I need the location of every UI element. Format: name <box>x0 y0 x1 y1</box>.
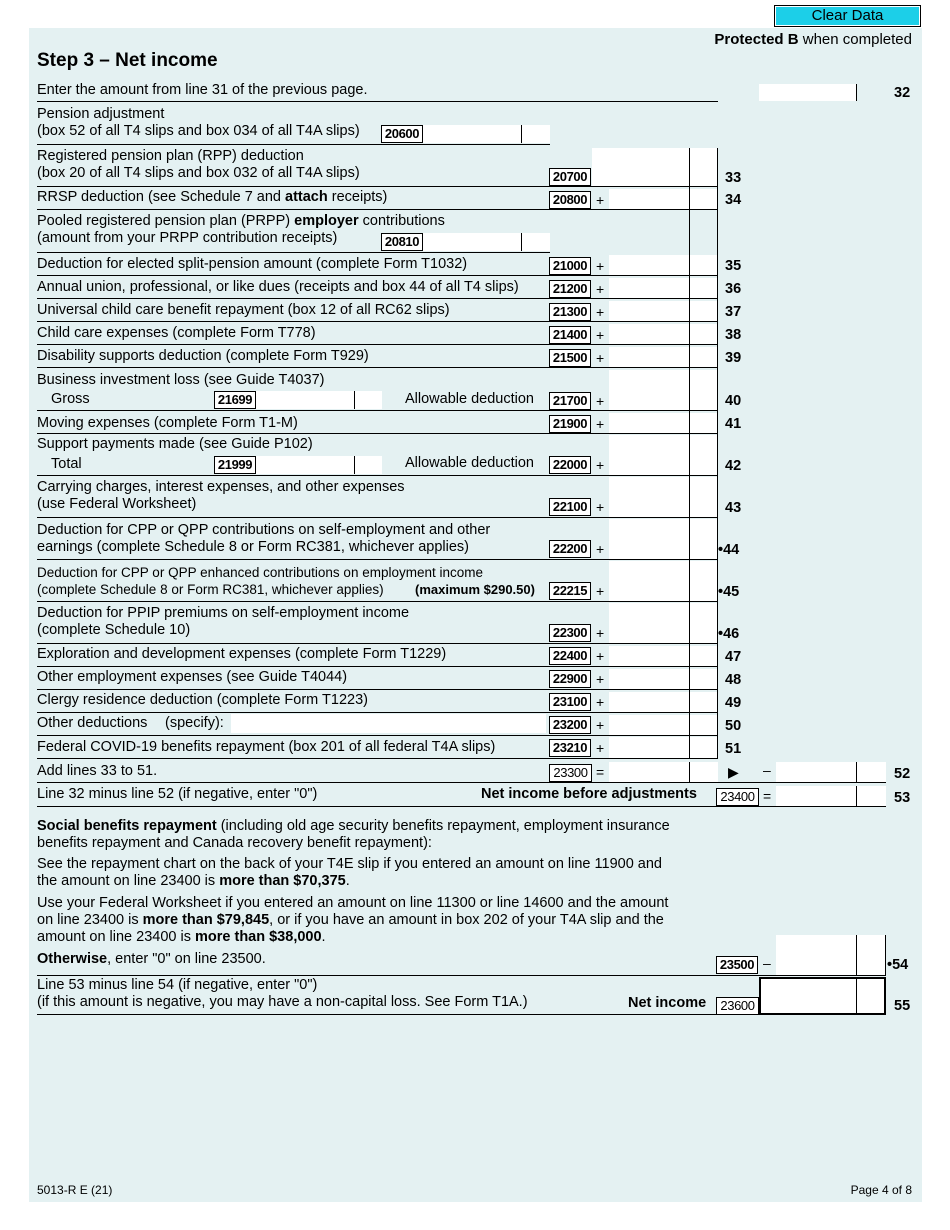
code-23100: 23100 <box>549 693 591 711</box>
divider <box>37 433 718 434</box>
federal-worksheet-text: Use your Federal Worksheet if you entered an amount on line 11300 or line 14600 and the amount on line 23400 is more than $79,845, or if you have an amount in box 202 of your T4A slip and the amount on line 23400 is more than $38,000. <box>37 895 669 945</box>
divider <box>37 712 718 713</box>
line-48-label: Other employment expenses (see Guide T4044) <box>37 669 348 685</box>
plus-sign: + <box>596 350 605 366</box>
line-52-label: Add lines 33 to 51. <box>37 763 158 779</box>
total-label: Total <box>51 456 82 472</box>
line-51-input[interactable] <box>609 737 718 758</box>
line-53-label: Line 32 minus line 52 (if negative, enter "0") <box>37 786 318 802</box>
line-38-label: Child care expenses (complete Form T778) <box>37 325 316 341</box>
line-32-input[interactable] <box>759 84 856 101</box>
net-income-before-adjustments-label: Net income before adjustments <box>481 786 697 802</box>
net-income-label: Net income <box>628 995 707 1011</box>
cents-divider <box>856 762 857 782</box>
line-number: 34 <box>725 192 742 208</box>
line-number: 49 <box>725 695 742 711</box>
line-number: •44 <box>718 542 740 558</box>
line-number: •45 <box>718 584 740 600</box>
divider <box>37 344 718 345</box>
prpp-label: Pooled registered pension plan (PRPP) employer contributions <box>37 213 445 229</box>
divider <box>37 559 718 560</box>
line-number: 55 <box>894 998 911 1014</box>
code-20800: 20800 <box>549 191 591 209</box>
line-number: 36 <box>725 281 742 297</box>
cents-divider <box>856 977 857 1015</box>
line-34-input[interactable] <box>609 189 718 209</box>
code-21300: 21300 <box>549 303 591 321</box>
form-id: 5013-R E (21) <box>37 1183 113 1197</box>
minus-sign: – <box>763 762 771 778</box>
line-45-label-2: (complete Schedule 8 or Form RC381, whichever applies) <box>37 582 384 597</box>
divider <box>37 1014 886 1015</box>
cents-divider <box>521 125 522 143</box>
line-46-label: Deduction for PPIP premiums on self-employment income <box>37 605 410 621</box>
divider <box>37 321 718 322</box>
divider <box>37 758 718 759</box>
code-21900: 21900 <box>549 415 591 433</box>
gross-input[interactable] <box>256 391 382 409</box>
cents-divider <box>689 148 690 758</box>
line-43-label-2: (use Federal Worksheet) <box>37 496 197 512</box>
cents-divider <box>354 391 355 409</box>
divider <box>37 666 718 667</box>
line-49-input[interactable] <box>609 692 718 712</box>
line-55-label-2: (if this amount is negative, you may have a non-capital loss. See Form T1A.) <box>37 994 528 1010</box>
line-42-label: Support payments made (see Guide P102) <box>37 436 313 452</box>
allowable-deduction-label: Allowable deduction <box>405 455 534 471</box>
divider <box>37 101 718 102</box>
cents-divider <box>689 762 690 782</box>
plus-sign: + <box>596 499 605 515</box>
code-22000: 22000 <box>549 456 591 474</box>
code-23210: 23210 <box>549 739 591 757</box>
line-number: 33 <box>725 170 742 186</box>
line-number: 51 <box>725 741 742 757</box>
line-number: 48 <box>725 672 742 688</box>
line-number: •46 <box>718 626 740 642</box>
code-20600: 20600 <box>381 125 423 143</box>
code-23400: 23400 <box>716 788 759 806</box>
plus-sign: + <box>596 625 605 641</box>
plus-sign: + <box>596 457 605 473</box>
code-22900: 22900 <box>549 670 591 688</box>
line-40-input[interactable] <box>609 370 718 410</box>
line-number: 39 <box>725 350 742 366</box>
code-23600: 23600 <box>716 997 759 1015</box>
line-36-input[interactable] <box>609 278 718 298</box>
line-number: 35 <box>725 258 742 274</box>
pension-adj-label-2: (box 52 of all T4 slips and box 034 of all T4A slips) <box>37 123 360 139</box>
social-benefits-repayment-text: Social benefits repayment (including old age security benefits repayment, employment insurance benefits repayment and Canada recovery benefit repayment): <box>37 818 670 851</box>
other-deductions-specify-input[interactable] <box>231 714 546 733</box>
plus-sign: + <box>596 740 605 756</box>
gross-label: Gross <box>51 391 90 407</box>
plus-sign: + <box>596 694 605 710</box>
line-32-label: Enter the amount from line 31 of the previous page. <box>37 82 368 98</box>
plus-sign: + <box>596 717 605 733</box>
divider <box>37 806 886 807</box>
line-48-input[interactable] <box>609 669 718 689</box>
line-number: •54 <box>887 957 909 973</box>
line-46-input[interactable] <box>609 603 718 643</box>
line-44-label-2: earnings (complete Schedule 8 or Form RC381, whichever applies) <box>37 539 469 555</box>
divider <box>37 144 550 145</box>
divider <box>37 209 718 210</box>
divider <box>37 275 718 276</box>
page-title: Step 3 – Net income <box>37 50 218 71</box>
plus-sign: + <box>596 192 605 208</box>
code-21200: 21200 <box>549 280 591 298</box>
line-37-label: Universal child care benefit repayment (box 12 of all RC62 slips) <box>37 302 450 318</box>
line-33-label: Registered pension plan (RPP) deduction <box>37 148 304 164</box>
plus-sign: + <box>596 648 605 664</box>
line-50-label: Other deductions <box>37 715 148 731</box>
net-income-total <box>759 977 886 1015</box>
line-54-input[interactable] <box>776 935 886 975</box>
pension-adj-input[interactable] <box>423 125 550 143</box>
code-22215: 22215 <box>549 582 591 600</box>
line-number: 53 <box>894 790 911 806</box>
code-22100: 22100 <box>549 498 591 516</box>
line-number: 32 <box>894 85 911 101</box>
line-43-label: Carrying charges, interest expenses, and other expenses <box>37 479 405 495</box>
line-number: 43 <box>725 500 742 516</box>
line-46-label-2: (complete Schedule 10) <box>37 622 191 638</box>
line-number: 40 <box>725 393 742 409</box>
line-47-label: Exploration and development expenses (complete Form T1229) <box>37 646 447 662</box>
divider <box>37 367 718 368</box>
line-41-input[interactable] <box>609 413 718 433</box>
line-52-total <box>609 762 718 782</box>
plus-sign: + <box>596 281 605 297</box>
line-54-label: Otherwise, enter "0" on line 23500. <box>37 951 266 967</box>
prpp-label-2: (amount from your PRPP contribution receipts) <box>37 230 338 246</box>
protected-b-notice: Protected B when completed <box>714 31 912 48</box>
line-number: 41 <box>725 416 742 432</box>
line-45-label: Deduction for CPP or QPP enhanced contributions on employment income <box>37 565 484 580</box>
plus-sign: + <box>596 541 605 557</box>
divider <box>37 735 718 736</box>
divider <box>37 689 718 690</box>
line-49-label: Clergy residence deduction (complete Form T1223) <box>37 692 368 708</box>
line-33-label-2: (box 20 of all T4 slips and box 032 of all T4A slips) <box>37 165 360 181</box>
prpp-input[interactable] <box>423 233 550 251</box>
line-35-input[interactable] <box>609 255 718 275</box>
line-number: 42 <box>725 458 742 474</box>
line-44-input[interactable] <box>609 519 718 559</box>
line-33-input[interactable] <box>592 148 718 186</box>
line-39-input[interactable] <box>609 347 718 367</box>
line-40-label: Business investment loss (see Guide T4037) <box>37 372 325 388</box>
plus-sign: + <box>596 393 605 409</box>
cents-divider <box>354 456 355 474</box>
repayment-chart-text: See the repayment chart on the back of your T4E slip if you entered an amount on line 11900 and the amount on line 23400 is more than $70,375. <box>37 856 662 889</box>
divider <box>37 643 718 644</box>
minus-sign: – <box>763 955 771 971</box>
total-input[interactable] <box>256 456 382 474</box>
clear-data-button[interactable]: Clear Data <box>774 5 921 27</box>
code-20700: 20700 <box>549 168 591 186</box>
line-39-label: Disability supports deduction (complete Form T929) <box>37 348 369 364</box>
line-43-input[interactable] <box>609 477 718 517</box>
plus-sign: + <box>596 327 605 343</box>
line-number: 47 <box>725 649 742 665</box>
code-21000: 21000 <box>549 257 591 275</box>
code-21400: 21400 <box>549 326 591 344</box>
line-37-input[interactable] <box>609 301 718 321</box>
line-53-total <box>776 786 886 806</box>
line-50-input[interactable] <box>609 715 718 735</box>
line-44-label: Deduction for CPP or QPP contributions on self-employment and other <box>37 522 491 538</box>
divider <box>37 186 718 187</box>
line-number: 50 <box>725 718 742 734</box>
pension-adj-label: Pension adjustment <box>37 106 165 122</box>
line-36-label: Annual union, professional, or like dues (receipts and box 44 of all T4 slips) <box>37 279 519 295</box>
plus-sign: + <box>596 258 605 274</box>
cents-divider <box>856 935 857 975</box>
plus-sign: + <box>596 583 605 599</box>
divider <box>37 782 886 783</box>
cents-divider <box>856 786 857 806</box>
allowable-deduction-label: Allowable deduction <box>405 391 534 407</box>
divider <box>37 410 718 411</box>
code-23200: 23200 <box>549 716 591 734</box>
page-number: Page 4 of 8 <box>850 1183 912 1197</box>
line-number: 37 <box>725 304 742 320</box>
equals-sign: = <box>596 764 605 780</box>
code-22300: 22300 <box>549 624 591 642</box>
line-number: 52 <box>894 766 911 782</box>
plus-sign: + <box>596 304 605 320</box>
divider <box>37 601 718 602</box>
cents-divider <box>856 84 857 101</box>
arrow-right-icon: ▶ <box>728 764 739 780</box>
line-35-label: Deduction for elected split-pension amount (complete Form T1032) <box>37 256 468 272</box>
divider <box>37 475 718 476</box>
code-21699: 21699 <box>214 391 256 409</box>
divider <box>37 975 886 976</box>
code-21700: 21700 <box>549 392 591 410</box>
line-number: 38 <box>725 327 742 343</box>
line-47-input[interactable] <box>609 646 718 666</box>
column-edge <box>717 148 718 758</box>
divider <box>37 252 550 253</box>
specify-label: (specify): <box>165 715 224 731</box>
code-22400: 22400 <box>549 647 591 665</box>
code-21500: 21500 <box>549 349 591 367</box>
plus-sign: + <box>596 671 605 687</box>
plus-sign: + <box>596 416 605 432</box>
divider <box>37 298 718 299</box>
equals-sign: = <box>763 788 772 804</box>
cents-divider <box>521 233 522 251</box>
line-45-input[interactable] <box>609 561 718 601</box>
divider <box>37 517 718 518</box>
line-51-label: Federal COVID-19 benefits repayment (box 201 of all federal T4A slips) <box>37 739 496 755</box>
code-21999: 21999 <box>214 456 256 474</box>
line-42-input[interactable] <box>609 435 718 475</box>
code-23300: 23300 <box>549 764 592 782</box>
column-edge <box>885 935 886 975</box>
line-38-input[interactable] <box>609 324 718 344</box>
code-22200: 22200 <box>549 540 591 558</box>
line-45-maximum: (maximum $290.50) <box>415 582 535 597</box>
line-55-label: Line 53 minus line 54 (if negative, enter "0") <box>37 977 318 993</box>
line-34-label: RRSP deduction (see Schedule 7 and attach receipts) <box>37 189 388 205</box>
code-20810: 20810 <box>381 233 423 251</box>
code-23500: 23500 <box>716 956 758 974</box>
line-52-input <box>776 762 886 782</box>
line-41-label: Moving expenses (complete Form T1-M) <box>37 415 298 431</box>
